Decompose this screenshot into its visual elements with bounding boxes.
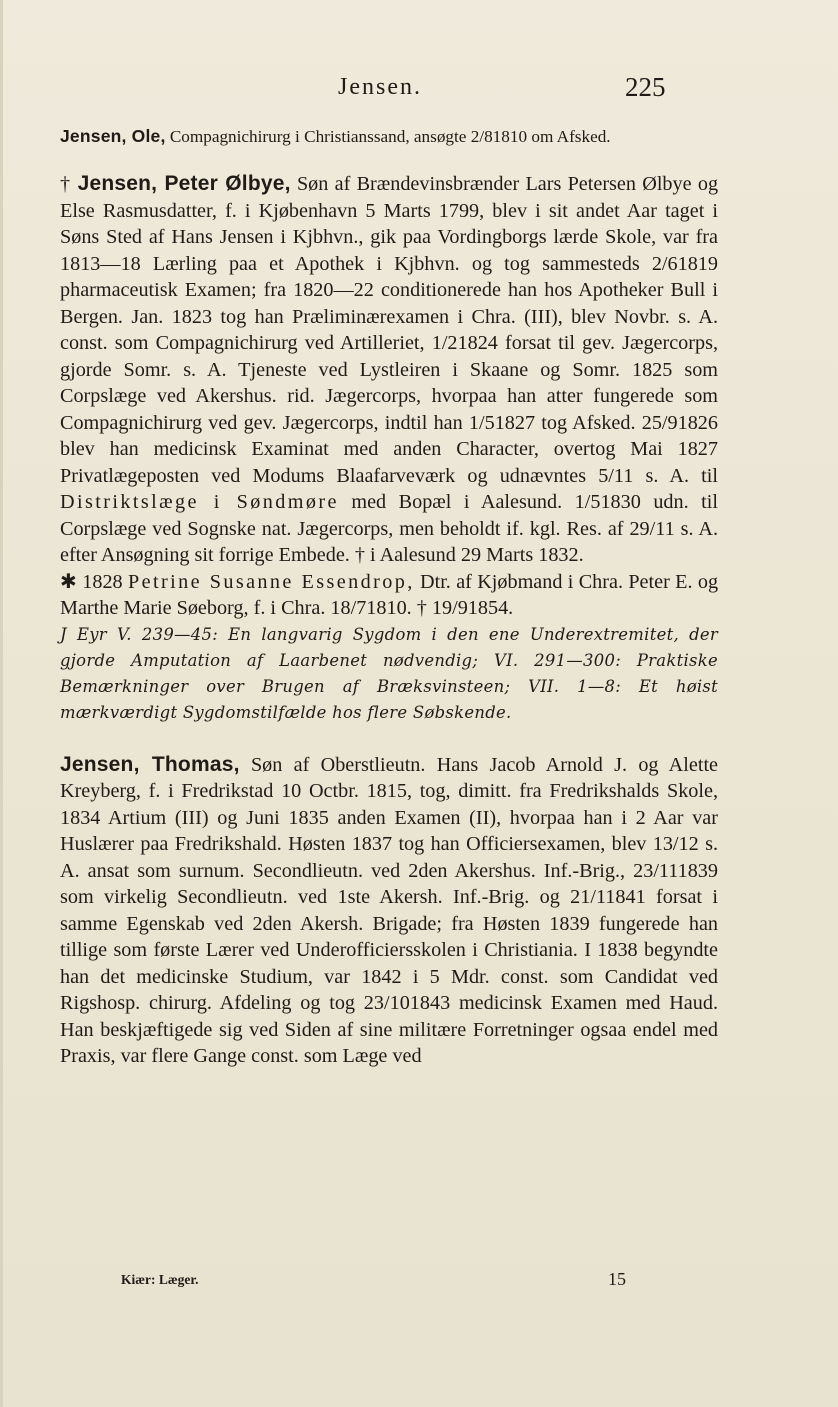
sheet-number: 15 <box>608 1269 626 1289</box>
running-head: Jensen. <box>338 74 422 100</box>
entry-text: Compagnichirurg i Christianssand, ansøgte 2/81810 om Afsked. <box>169 127 611 146</box>
printer-signature: Kiær: Læger. <box>121 1272 199 1287</box>
entry-jensen-thomas <box>60 752 718 1070</box>
entry-text: Søn af Oberstlieutn. Hans Jacob Arnold J. og Alette Kreyberg, f. i Fredrikstad 10 Octbr. 1815, tog, dimitt. fra Fredrikshalds Skole, 1834 Artium (III) og Juni 1835 anden Examen (II), hvorpaa han i 2 Aar var Huslærer paa Fredrikshald. Høsten 1837 tog han Officiersexamen, blev 13/12 s. A. ansat som surnum. Secondlieutn. ved 2den Akershus. Inf.-Brig., 23/111839 som virkelig Secondlieutn. ved 1ste Akersh. Inf.-Brig. og 21/11841 forsat i samme Egenskab ved 2den Akersh. Brigade; fra Høsten 1839 fungerede han tillige som første Lærer ved Underofficiersskolen i Christiania. I 1838 begyndte han det medicinske Studium, var 1842 i 5 Mdr. const. som Candidat ved Rigshosp. chirurg. Afdeling og tog 23/101843 medicinsk Examen med Haud. Han beskjæftigede sig ved Siden af sine militære Forretninger ogsaa endel med Praxis, var flere Gange const. som Læge ved <box>60 753 719 1067</box>
page-body <box>60 124 718 1070</box>
entry-jensen-ole <box>60 124 718 149</box>
office-spaced-text: Distriktslæge i Søndmøre <box>60 491 339 513</box>
entry-name: Jensen, Thomas, <box>60 752 240 776</box>
entry-jensen-peter-olbye <box>60 171 718 726</box>
entry-text: Søn af Brændevinsbrænder Lars Petersen Ølbye og Else Rasmusdatter, f. i Kjøbenhavn 5 Marts 1799, blev i sit andet Aar taget i Søns Sted af Hans Jensen i Kjbhvn., gik paa Vordingborgs lærde Skole, var fra 1813—18 Lærling paa et Apothek i Kjbhvn. og tog sammesteds 2/61819 pharmaceutisk Examen; fra 1820—22 conditionerede han hos Apotheker Bull i Bergen. Jan. 1823 tog han Præliminærexamen i Chra. (III), blev Novbr. s. A. const. som Compagnichirurg ved Artilleriet, 1/21824 forsat til gev. Jægercorps, gjorde Somr. s. A. Tjeneste ved Lystleiren i Skaane og Somr. 1825 som Corpslæge ved Akershus. rid. Jægercorps, hvorpaa han atter fungerede som Compagnichirurg ved gev. Jægercorps, indtil han 1/51827 tog Afsked. 25/91826 blev han medicinsk Examinat med anden Character, overtog Mai 1827 Privatlægeposten ved Modums Blaafarveværk og udnævntes 5/11 s. A. til <box>60 173 719 487</box>
marriage-year: 1828 <box>82 570 123 593</box>
page-header <box>3 74 838 108</box>
marriage-text: Dtr. af Kjøbmand i Chra. Peter E. og Marthe Marie Søeborg, f. i Chra. 18/71810. † 19/91854. <box>60 570 719 619</box>
entry-paragraph <box>60 171 718 569</box>
entry-name: Jensen, Ole, <box>60 126 166 146</box>
entry-name: Jensen, Peter Ølbye, <box>77 172 291 195</box>
entry-paragraph <box>60 752 718 1070</box>
marriage-paragraph <box>60 569 718 622</box>
entry-paragraph <box>60 124 718 149</box>
sources-paragraph: J Eyr V. 239—45: En langvarig Sygdom i den ene Underextremitet, der gjorde Amputation af Laarbenet nødvendig; VI. 291—300: Praktiske Bemærkninger over Brugen af Bræksvinsteen; VII. 1—8: Et høist mærkværdigt Sygdomstilfælde hos flere Søbskende. <box>60 624 718 722</box>
dagger-symbol: † <box>60 173 72 195</box>
entry-text-continued: med Bopæl i Aalesund. 1/51830 udn. til Corpslæge ved Sognske nat. Jægercorps, men beholdt if. kgl. Res. af 29/11 s. A. efter Ansøgning sit forrige Embede. † i Aalesund 29 Marts 1832. <box>60 491 718 566</box>
page-footer <box>3 1269 838 1302</box>
page-number: 225 <box>625 72 666 102</box>
marriage-symbol: ✱ <box>60 570 77 593</box>
spouse-name: Petrine Susanne Essendrop, <box>127 570 415 593</box>
